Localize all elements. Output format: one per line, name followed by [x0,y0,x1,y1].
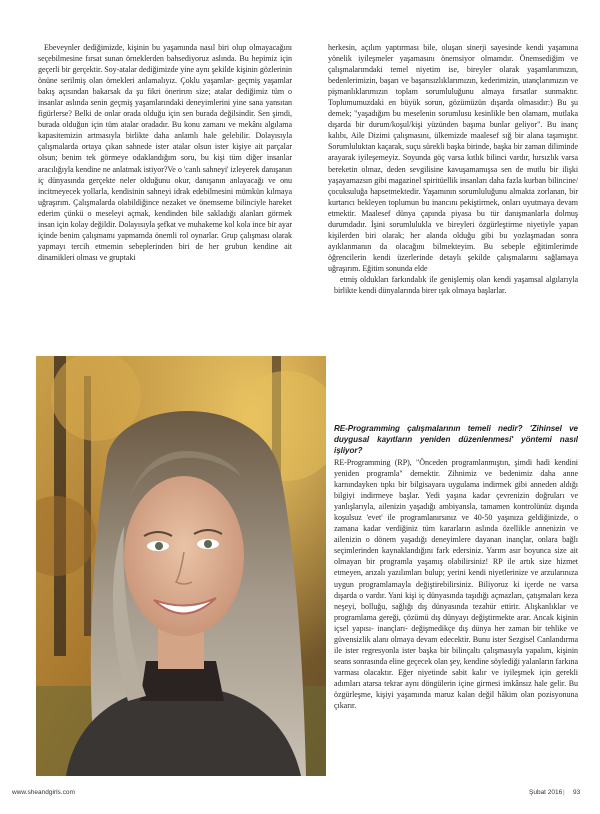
right-column-bottom [334,423,578,711]
paragraph: Ebeveynler dediğimizde, kişinin bu yaşamında nasıl biri olup olmayacağını seçebilmesine fırsat sunan örneklerden bahsediyoruz aslında. Bu hepimiz için geçerli bir gerçektir. Soy-atalar dediğimizde yine aynı şekilde kişinin gözlerinin önüne serilmiş olan örnekleri anlamalıyız. Çoklu yaşamlar- geçmiş yaşamlar bakış açısından bakarsak da şu fikri önerirım size; atalar dediğimiz tüm o insanlar aslında senin geçmiş yaşamlarındaki deneyimlerini yine sana yansıtan figürlerse? Belki de onlar orada olduğu için sen burada değilsindir. Sen şimdi, burada olduğun için tüm atalar oradadır. Bu konu zamanı ve mekânı algılama kapasitemizin artmasıyla birlikte daha anlamlı hale gelebilir. Dolayısıyla çalışmalarda ortaya çıkan sahnede ister atalar olsun ister kişiye ait parçalar olsun; benim tek görmeye odaklandığım soru, bu kişi tüm diğer insanlar aracılığıyla kendine ne anlatmak istiyor?Ve o 'canlı sahneyi' izleyerek danışanın iç dünyasında gerçekte neler olduğunu okur, danışanın anlayacağı ve onu incitmeyecek yollarla, kendisinin sahneyi idrak edebilmesini mümkün kılmaya uğraşırım. Çalışmalarda olabildiğince nezaket ve önemseme bilinciyle hareket ederim çünkü o meseleyi açmak, kendinden bile sakladığı alanları görmek insan için kolay değildir. Dolayısıyla şefkat ve muhakeme kol kola ince bir ayar içinde benim çalışmamı yapmamda önemli rol oynarlar. Grup çalışması olarak yapmayı tercih etmemin sebeplerinden biri de her grubun kendine ait dinamikleri olması ve gruptaki [38,43,292,262]
portrait-photo [36,356,326,776]
page-number: 93 [573,789,581,796]
portrait-photo-icon [36,356,326,776]
footer-separator: | [563,789,565,796]
paragraph: etmiş oldukları farkındalık ile genişlemiş olan kendi yaşamsal algılarıyla birlikte kendi dünyalarında birer ışık olmaya başlarlar. [334,274,578,296]
paragraph: RE-Programming (RP), "Önceden programlanmıştın, şimdi hadi kendini yeniden programla" demektir. Zihnimiz ve bedenimiz daha anne karnındayken tıpkı bir bilgisayara uygulama indirmek gibi anneden aldığı bilgiyi indirmeye başlar. Yedi yaşına kadar çevrenizin doğruları ve yanlışlarıyla, ailenizin yaşadığı ambiyansla, tamamen kontrolünüz dışında koşulsuz 'evet' ile programlanırsınız ve 40-50 yaşınıza geldiğinizde, o zamana kadar verdiğiniz tüm kararların aslında özellikle annenizin ve ailenizin o dönem yaşadığı deneyimlere dayanan inançlar, onlara bağlı seçimlerinden kaynaklandığını fark edersiniz. Yarım asır boyunca size ait olmayan bir programla yaşamış olabilirsiniz! RP ile artık size hizmet etmeyen, arızalı yazılımları bulup; yerini kendi niyetlerinize ve arzularınıza uygun programlamayla değiştirebilirsiniz. Biliyoruz ki içerde ne varsa dışarda o vardır. Yani kişi iç dünyasında taşıdığı açmazları, çatışmaları keza neşeyi, bolluğu, sağlığı dış dünyasında tezahür ettirir. Alışkanlıklar ve programlama gereği, çözümü dış dünyayı değiştirmekte arar. Ancak kişinin içsel yapısı- inançları- değişmedikçe dış dünya her zaman bir tehlike ve güvensizlik alanı olmaya devam edecektir. Bunu ister Sezgisel Canlandırma ile ister regresyonla ister başka bir bilinçaltı çalışmasıyla yapalım, kişinin seans sonrasında eline geçecek olan şey, kendine söylediği yalanların farkına varması olacaktır. Eğer niyetinde sabit kalır ve iyileşmek için gerekli adımları atarsa tekrar aynı döngülerin içine girmesi imkânsız hale gelir. Bu özgürleşme, kişiyi yaşamında maruz kalan değil hâkim olan pozisyonuna çıkarır. [334,458,578,711]
footer-date: Şubat 2016 [529,789,563,796]
left-column [38,42,292,263]
footer-url[interactable]: www.sheandgirls.com [12,789,75,796]
section-heading: RE-Programming çalışmalarının temeli nedir? 'Zihinsel ve duygusal kayıtların yeniden düzenlenmesi' yöntemi nasıl işliyor? [334,424,578,455]
right-column-top [328,42,578,296]
paragraph: herkesin, açılım yaptırması bile, oluşan sinerji sayesinde kendi yaşamına yönelik iyileşmeler yaşamasını önemsiyor olmamdır. Önemsediğim ve çalışmalarımdaki temel niyetim ise, bireyler olarak yaşamlarımızın, bedenlerimizin, başarı ve başarısızlıklarımızın, kederimizin, utançlarımızın ve pişmanlıklarımızın toplam sorumluluğunu almaya fırsatlar sunmaktır. Toplumumuzdaki en büyük sorun, gözümüzün dışarda olmasıdır:) Bu şu demek; "yaşadığım bu meselenin sorumlusu kesinlikle ben olamam, mutlaka dışarda bir durum/koşul/kişi yüzünden başıma bunlar geliyor". Bu inanç kalıbı, Aile Dizimi çalışmasını, ülkemizde maalesef sığ bir alana taşımıştır. Sorumluluktan kaçarak, suçu sürekli başka birinde, başka bir zaman diliminde arayarak iyileşemeyiz. Soyunda göç varsa kıtlık bilinci vardır, hırsızlık varsa bereketin olmaz, deden sevgilisine kavuşamamışsa sen de mutlu bir ilişki yaşayamazsın gibi magazinel spiritüellik insanları daha fazla kurban bilincine/çocuksuluğa hapsetmektedir. Yaşamının sorumluluğunu almakta zorlanan, bir kurtarıcı bekleyen toplumun bu inancını pekiştirmek, onları uyutmaya devam etmektir. Maalesef dünya çapında piyasa bu tür danışmanlarla dolmuş durumdadır. İşini sorumlulukla ve bireyleri özgürleştirme niyetiyle yapan kişilerden biri olarak; her alanda olduğu gibi bu yozlaşmadan sonra ayıklanmanın da olacağını bilmekteyim. Bu sebeple eğitimlerimde öğrencilerin kendi üzerlerinde detaylı şekilde çalışmalarını sağlamaya uğraşırım. Eğitim sonunda elde [328,43,578,273]
